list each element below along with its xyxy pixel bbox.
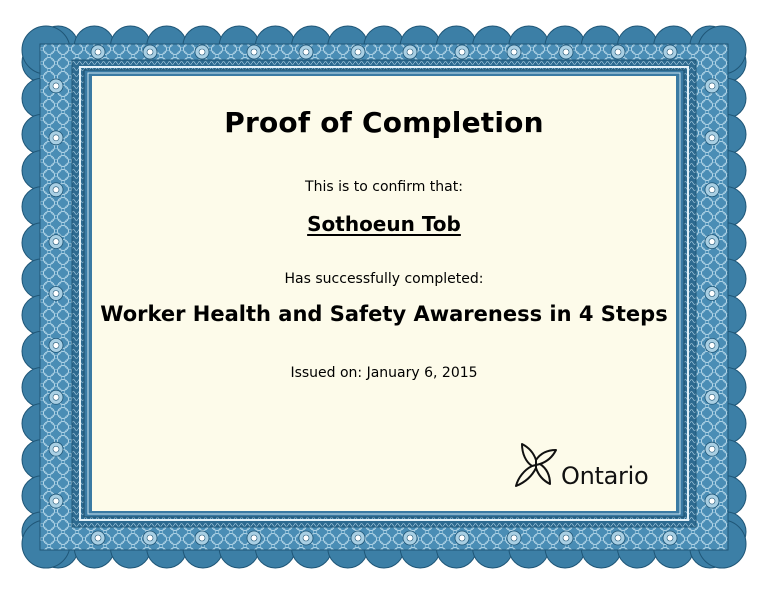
course-name: Worker Health and Safety Awareness in 4 Steps (100, 302, 668, 326)
recipient-name: Sothoeun Tob (307, 212, 461, 236)
ontario-wordmark: Ontario (561, 462, 649, 490)
issued-date: Issued on: January 6, 2015 (290, 365, 478, 381)
completed-text: Has successfully completed: (284, 271, 484, 287)
trillium-icon (512, 440, 564, 496)
ontario-logo (512, 440, 662, 496)
certificate-title: Proof of Completion (224, 106, 544, 139)
confirm-text: This is to confirm that: (305, 179, 463, 195)
